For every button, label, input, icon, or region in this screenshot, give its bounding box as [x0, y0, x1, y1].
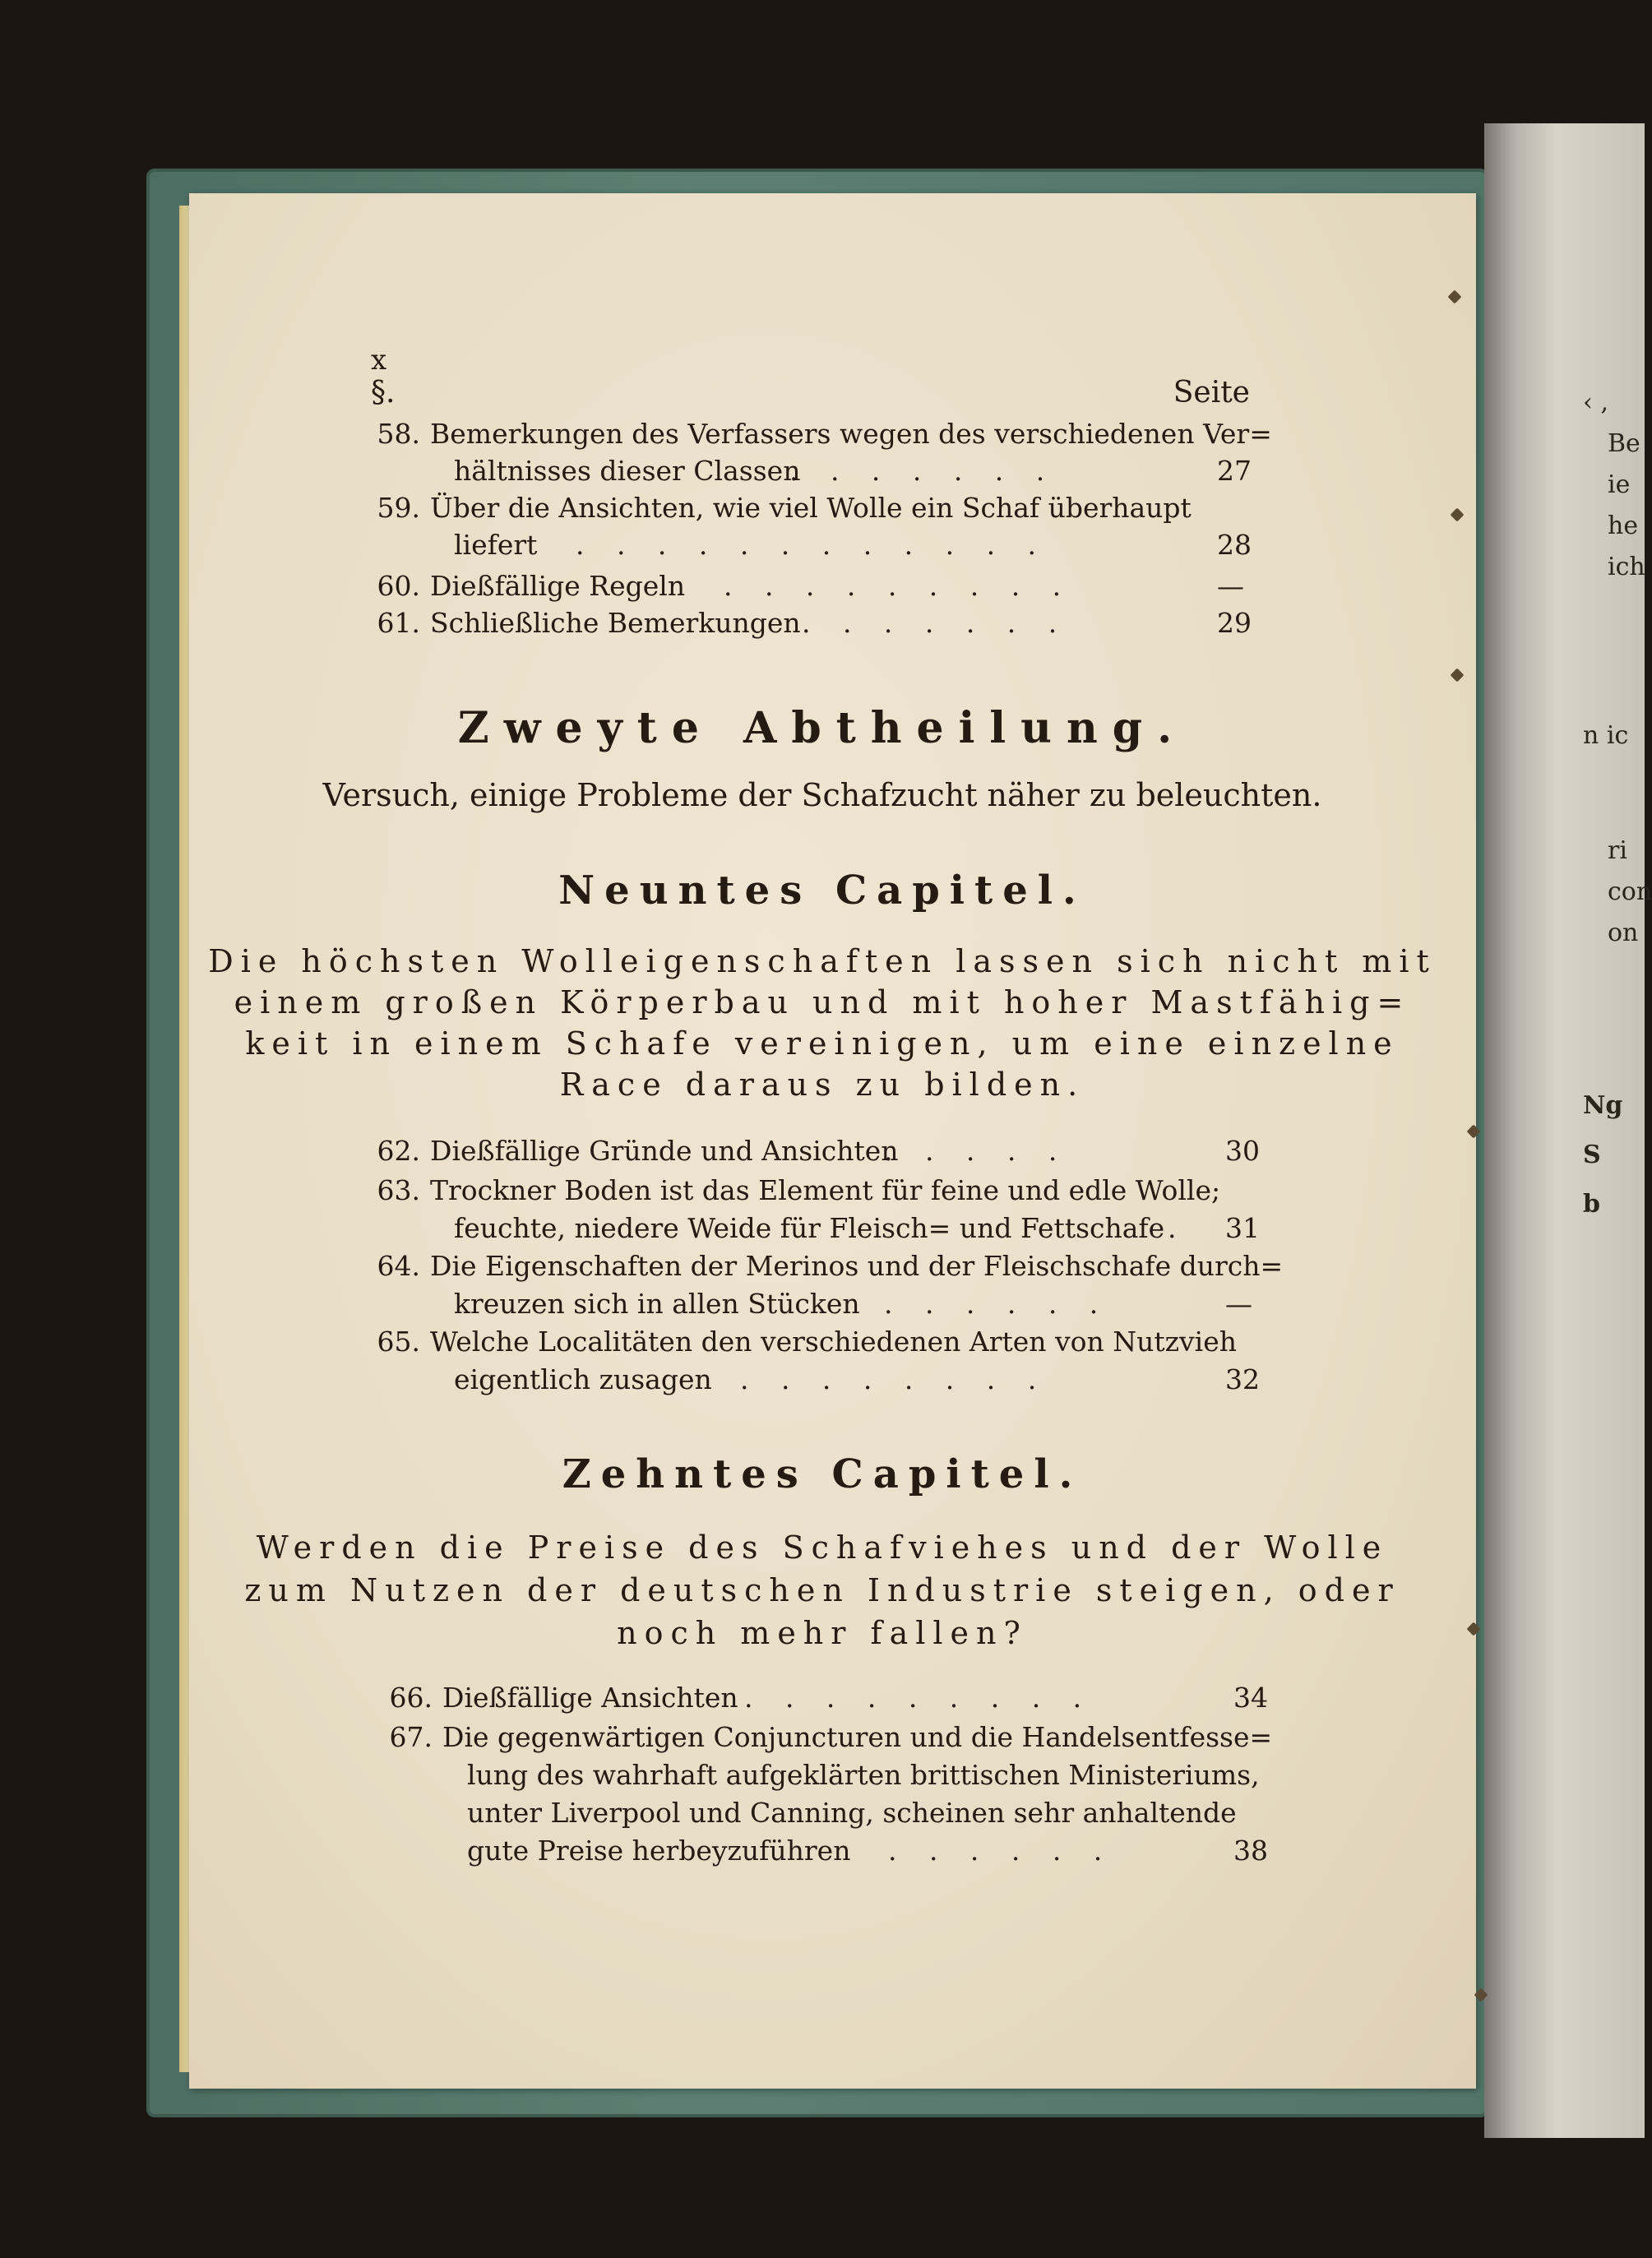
- leader-dots: . . . . . . .: [802, 607, 1059, 639]
- facing-page: [1484, 123, 1652, 2138]
- entry-page: 34: [1233, 1682, 1268, 1714]
- leader-dots: . . . . . .: [884, 1288, 1100, 1320]
- entry-text: Welche Localitäten den verschiedenen Arten von Nutzvieh: [430, 1326, 1238, 1358]
- entry-page: 27: [1217, 455, 1252, 487]
- entry-number: 63.: [377, 1174, 420, 1206]
- entry-page: 32: [1225, 1363, 1260, 1395]
- entry-number: 65.: [377, 1326, 420, 1358]
- facing-fragment: on: [1608, 918, 1639, 947]
- leader-dots: . . . . . . . .: [740, 1363, 1039, 1395]
- entry-text: feuchte, niedere Weide für Fleisch= und Fettschafe: [454, 1212, 1165, 1244]
- entry-text: kreuzen sich in allen Stücken: [454, 1288, 860, 1320]
- entry-number: 64.: [377, 1250, 420, 1282]
- entry-page: 29: [1217, 607, 1252, 639]
- entry-page: 31: [1225, 1212, 1260, 1244]
- facing-fragment: he: [1608, 511, 1639, 540]
- entry-text: Dießfällige Regeln: [430, 570, 686, 602]
- entry-number: 58.: [377, 418, 420, 450]
- entry-text: eigentlich zusagen: [454, 1363, 712, 1395]
- entry-text: Schließliche Bemerkungen: [430, 607, 801, 639]
- entry-text: gute Preise herbeyzuführen: [467, 1835, 851, 1867]
- entry-text: hältnisses dieser Classen: [454, 455, 801, 487]
- entry-text: Dießfällige Gründe und Ansichten: [430, 1135, 899, 1167]
- entry-page: —: [1217, 570, 1244, 602]
- facing-fragment: n ic: [1583, 721, 1629, 750]
- entry-text: Die gegenwärtigen Conjuncturen und die Handelsentfesse=: [442, 1721, 1273, 1753]
- entry-text: Über die Ansichten, wie viel Wolle ein Schaf überhaupt: [430, 492, 1192, 524]
- chapter-title-line: keit in einem Schafe vereinigen, um eine einzelne: [245, 1025, 1400, 1062]
- chapter-heading: Neuntes Capitel.: [558, 868, 1086, 914]
- entry-text: lung des wahrhaft aufgeklärten brittischen Ministeriums,: [467, 1759, 1260, 1791]
- page-column-header: Seite: [1173, 376, 1250, 409]
- leader-dots: . . . . . . . . .: [744, 1682, 1084, 1714]
- chapter-title-line: Werden die Preise des Schafviehes und der Wolle: [256, 1529, 1389, 1566]
- facing-fragment: ich: [1608, 553, 1645, 581]
- entry-number: 66.: [389, 1682, 433, 1714]
- facing-fragment: ie: [1608, 470, 1631, 499]
- facing-fragment: ri: [1608, 836, 1627, 865]
- leader-dots: . . . . . . . . . . . .: [576, 529, 1039, 561]
- facing-fragment: Be: [1608, 429, 1640, 458]
- leader-dots: . . . . . . .: [789, 455, 1047, 487]
- entry-page: —: [1225, 1288, 1252, 1320]
- chapter-title-line: zum Nutzen der deutschen Industrie steigen, oder: [244, 1572, 1400, 1608]
- entry-text: Die Eigenschaften der Merinos und der Fleischschafe durch=: [430, 1250, 1284, 1282]
- facing-fragment: Ng: [1583, 1091, 1623, 1120]
- section-subtitle: Versuch, einige Probleme der Schafzucht näher zu beleuchten.: [322, 777, 1322, 813]
- chapter-title-line: Race daraus zu bilden.: [559, 1067, 1085, 1103]
- entry-number: 60.: [377, 570, 420, 602]
- entry-text: Bemerkungen des Verfassers wegen des verschiedenen Ver=: [430, 418, 1272, 450]
- leader-dots: . . . . . . . . .: [724, 570, 1063, 602]
- entry-number: 62.: [377, 1135, 420, 1167]
- entry-page: 28: [1217, 529, 1252, 561]
- page-folio: x: [371, 344, 387, 377]
- entry-text: Dießfällige Ansichten: [442, 1682, 738, 1714]
- section-heading: Zweyte Abtheilung.: [457, 703, 1187, 753]
- facing-fragment: con: [1608, 877, 1652, 906]
- entry-text: unter Liverpool und Canning, scheinen sehr anhaltende: [467, 1797, 1237, 1829]
- chapter-heading: Zehntes Capitel.: [562, 1451, 1083, 1497]
- entry-page: 30: [1225, 1135, 1260, 1167]
- leader-dots: . . . . .: [884, 1135, 1059, 1167]
- facing-fragment: ‹ ,: [1583, 388, 1609, 417]
- chapter-title-line: einem großen Körperbau und mit hoher Mastfähig=: [234, 984, 1411, 1020]
- chapter-title-line: noch mehr fallen?: [617, 1615, 1028, 1651]
- entry-number: 67.: [389, 1721, 433, 1753]
- facing-fragment: S: [1583, 1141, 1601, 1169]
- entry-page: 38: [1233, 1835, 1268, 1867]
- entry-number: 59.: [377, 492, 420, 524]
- leader-dots: . . . . . .: [888, 1835, 1104, 1867]
- chapter-title-line: Die höchsten Wolleigenschaften lassen sich nicht mit: [208, 943, 1437, 979]
- entry-number: 61.: [377, 607, 420, 639]
- section-column-header: §.: [371, 376, 396, 409]
- entry-text: Trockner Boden ist das Element für feine und edle Wolle;: [430, 1174, 1221, 1206]
- leader-dots: .: [1168, 1212, 1178, 1244]
- entry-text: liefert: [454, 529, 538, 561]
- facing-fragment: b: [1583, 1190, 1600, 1219]
